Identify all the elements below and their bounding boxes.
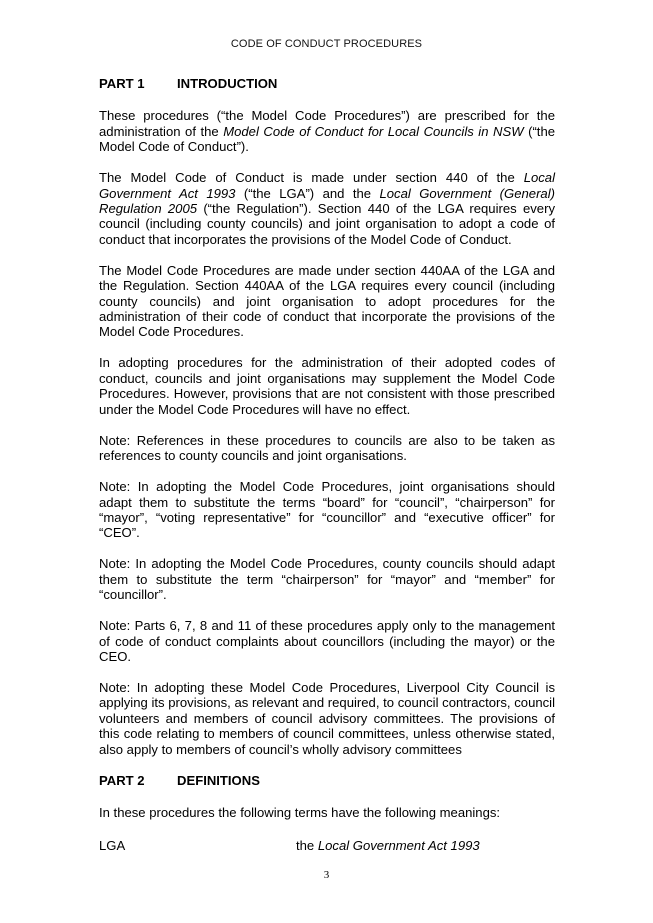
note-paragraph-2: Note: In adopting the Model Code Procedures, joint organisations should adapt them to substitute the terms “board” for “council”, “chairperson” for “mayor”, “voting representative” for “councillor” and “executive officer” for “CEO”. [99, 479, 555, 541]
italic-title: Local Government Act 1993 [317, 838, 480, 854]
text-run: the [296, 838, 318, 854]
part-1-title: INTRODUCTION [177, 76, 278, 91]
definitions-intro: In these procedures the following terms have the following meanings: [99, 804, 501, 820]
text-run: (“the Regulation”). Section 440 of the LGA requires every council (including county councils) and joint organisation to adopt a code of conduct that incorporates the provisions of the Model Code of Conduct. [99, 201, 555, 247]
part-2-number: PART 2 [99, 772, 145, 788]
part-2-title: DEFINITIONS [177, 772, 260, 788]
text-run: These procedures (“the Model Code Procedures”) are prescribed for the administration of the [99, 108, 555, 139]
running-header: CODE OF CONDUCT PROCEDURES [230, 38, 423, 50]
definition-row [99, 838, 555, 853]
italic-title: Model Code of Conduct for Local Councils in NSW [223, 123, 524, 139]
text-run: (“the Model Code of Conduct”). [99, 123, 556, 155]
part-2-heading [99, 773, 555, 788]
italic-title: Local Government (General) Regulation 2005 [99, 185, 555, 217]
italic-title: Local Government Act 1993 [99, 170, 555, 201]
definition-term: LGA [99, 838, 126, 854]
intro-paragraph-3: The Model Code Procedures are made under section 440AA of the LGA and the Regulation. Section 440AA of the LGA requires every council (including county councils) and joint organisation to adopt procedures for the administration of their code of conduct that incorporate the provisions of the Model Code Procedures. [99, 262, 555, 340]
part-1-heading [99, 76, 555, 91]
note-paragraph-3: Note: In adopting the Model Code Procedures, county councils should adapt them to substitute the term “chairperson” for “mayor” and “member” for “councillor”. [99, 556, 555, 603]
definition-meaning [296, 838, 480, 853]
text-run: The Model Code of Conduct is made under section 440 of the [99, 170, 524, 186]
note-paragraph-5: Note: In adopting these Model Code Procedures, Liverpool City Council is applying its provisions, as relevant and required, to council contractors, council volunteers and members of council advisory committees. The provisions of this code relating to members of council committees, unless otherwise stated, also apply to members of council’s wholly advisory committees [99, 679, 555, 757]
part-1-number: PART 1 [99, 76, 145, 91]
note-paragraph-1: Note: References in these procedures to councils are also to be taken as references to county councils and joint organisations. [99, 432, 555, 464]
page-body [99, 76, 555, 854]
intro-paragraph-1 [99, 108, 555, 154]
intro-paragraph-4: In adopting procedures for the administration of their adopted codes of conduct, councils and joint organisations may supplement the Model Code Procedures. However, provisions that are not consistent with those prescribed under the Model Code Procedures will have no effect. [99, 355, 555, 417]
text-run: (“the LGA”) and the [235, 185, 380, 201]
note-paragraph-4: Note: Parts 6, 7, 8 and 11 of these procedures apply only to the management of code of conduct complaints about councillors (including the mayor) or the CEO. [99, 618, 555, 664]
page-number: 3 [323, 869, 330, 881]
intro-paragraph-2 [99, 170, 555, 247]
